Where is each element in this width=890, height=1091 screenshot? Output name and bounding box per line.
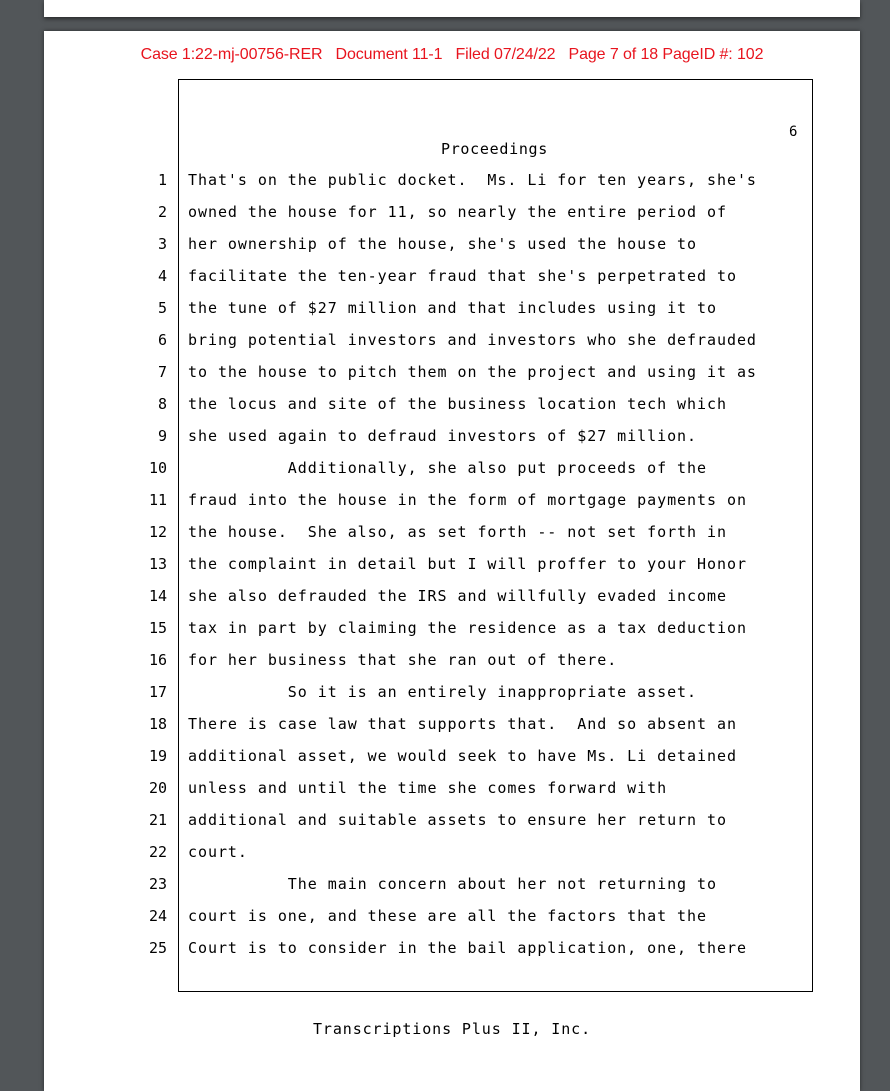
line-number: 9 <box>157 427 167 445</box>
line-number: 10 <box>148 459 167 477</box>
line-text: The main concern about her not returning to <box>188 875 717 893</box>
line-number: 8 <box>157 395 167 413</box>
transcript-line <box>44 426 860 458</box>
section-title: Proceedings <box>440 140 549 158</box>
transcript-line <box>44 458 860 490</box>
line-text: the locus and site of the business location tech which <box>188 395 727 413</box>
line-number: 18 <box>148 715 167 733</box>
line-text: tax in part by claiming the residence as a tax deduction <box>188 619 747 637</box>
line-text: court. <box>188 843 248 861</box>
transcript-line <box>44 746 860 778</box>
transcript-line <box>44 554 860 586</box>
line-text: Court is to consider in the bail application, one, there <box>188 939 747 957</box>
line-number: 5 <box>157 299 167 317</box>
line-text: facilitate the ten-year fraud that she's perpetrated to <box>188 267 737 285</box>
line-number: 12 <box>148 523 167 541</box>
line-text: That's on the public docket. Ms. Li for ten years, she's <box>188 171 757 189</box>
line-text: she used again to defraud investors of $27 million. <box>188 427 698 445</box>
transcript-line <box>44 906 860 938</box>
footer-company: Transcriptions Plus II, Inc. <box>312 1020 592 1038</box>
line-number: 7 <box>157 363 167 381</box>
line-text: There is case law that supports that. And so absent an <box>188 715 737 733</box>
line-number: 13 <box>148 555 167 573</box>
line-number: 4 <box>157 267 167 285</box>
transcript-line <box>44 714 860 746</box>
transcript-line <box>44 330 860 362</box>
line-number: 19 <box>148 747 167 765</box>
page-number: 6 <box>789 124 798 140</box>
line-text: fraud into the house in the form of mortgage payments on <box>188 491 747 509</box>
line-number: 21 <box>148 811 167 829</box>
transcript-lines <box>44 170 860 970</box>
line-text: her ownership of the house, she's used the house to <box>188 235 698 253</box>
line-number: 2 <box>157 203 167 221</box>
transcript-line <box>44 842 860 874</box>
transcript-line <box>44 682 860 714</box>
line-number: 17 <box>148 683 167 701</box>
line-text: for her business that she ran out of there. <box>188 651 618 669</box>
transcript-line <box>44 810 860 842</box>
line-number: 15 <box>148 619 167 637</box>
line-number: 24 <box>148 907 167 925</box>
line-text: unless and until the time she comes forward with <box>188 779 668 797</box>
line-number: 1 <box>157 171 167 189</box>
document-page <box>44 31 860 1091</box>
transcript-line <box>44 234 860 266</box>
line-number: 11 <box>148 491 167 509</box>
transcript-line <box>44 938 860 970</box>
line-text: the house. She also, as set forth -- not set forth in <box>188 523 727 541</box>
previous-page-edge <box>44 0 860 17</box>
line-number: 14 <box>148 587 167 605</box>
line-text: additional asset, we would seek to have Ms. Li detained <box>188 747 737 765</box>
transcript-line <box>44 266 860 298</box>
line-number: 25 <box>148 939 167 957</box>
case-header-stamp: Case 1:22-mj-00756-RER Document 11-1 Filed 07/24/22 Page 7 of 18 PageID #: 102 <box>140 46 764 63</box>
line-text: she also defrauded the IRS and willfully evaded income <box>188 587 727 605</box>
line-text: So it is an entirely inappropriate asset. <box>188 683 698 701</box>
line-number: 22 <box>148 843 167 861</box>
line-text: court is one, and these are all the factors that the <box>188 907 707 925</box>
transcript-line <box>44 490 860 522</box>
transcript-line <box>44 778 860 810</box>
transcript-line <box>44 362 860 394</box>
transcript-line <box>44 202 860 234</box>
line-number: 20 <box>148 779 167 797</box>
line-text: to the house to pitch them on the project and using it as <box>188 363 757 381</box>
transcript-line <box>44 650 860 682</box>
line-text: bring potential investors and investors who she defrauded <box>188 331 757 349</box>
transcript-line <box>44 170 860 202</box>
line-number: 23 <box>148 875 167 893</box>
line-text: the tune of $27 million and that includes using it to <box>188 299 717 317</box>
transcript-line <box>44 618 860 650</box>
transcript-line <box>44 586 860 618</box>
line-number: 6 <box>157 331 167 349</box>
line-text: owned the house for 11, so nearly the entire period of <box>188 203 727 221</box>
line-text: the complaint in detail but I will proffer to your Honor <box>188 555 747 573</box>
line-text: Additionally, she also put proceeds of the <box>188 459 707 477</box>
transcript-line <box>44 394 860 426</box>
line-number: 16 <box>148 651 167 669</box>
line-number: 3 <box>157 235 167 253</box>
transcript-line <box>44 298 860 330</box>
line-text: additional and suitable assets to ensure her return to <box>188 811 727 829</box>
transcript-line <box>44 522 860 554</box>
transcript-line <box>44 874 860 906</box>
